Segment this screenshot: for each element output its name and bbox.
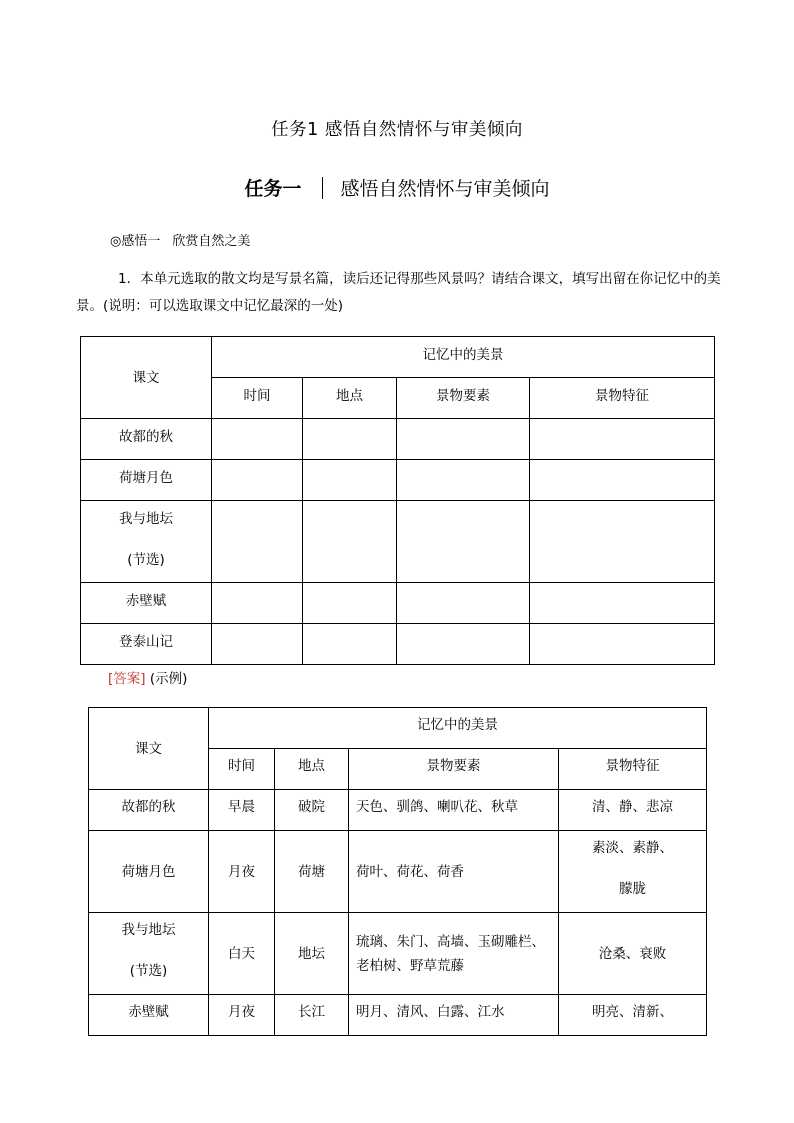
- row-place: 破院: [275, 790, 349, 831]
- section-heading: [110, 230, 250, 249]
- row-elements: [349, 913, 559, 995]
- table-row: [89, 913, 707, 995]
- question-text: 1．本单元选取的散文均是写景名篇，读后还记得那些风景吗？请结合课文，填写出留在你记忆中的美景。(说明：可以选取课文中记忆最深的一处): [76, 271, 721, 314]
- blank-cell: [303, 501, 397, 583]
- section-heading-text: 欣赏自然之美: [172, 234, 251, 249]
- header-lesson: 课文: [89, 708, 209, 790]
- blank-cell: [397, 624, 530, 665]
- row-elements-line: 老柏树、野草荒藤: [356, 957, 464, 974]
- blank-cell: [212, 460, 303, 501]
- row-lesson-line: (节选): [127, 552, 165, 568]
- blank-cell: [530, 460, 715, 501]
- blank-cell: [397, 460, 530, 501]
- table-row: [81, 501, 715, 583]
- header-memory-scenery: 记忆中的美景: [212, 337, 715, 378]
- header-place: 地点: [275, 749, 349, 790]
- blank-worksheet-table: [80, 336, 715, 665]
- blank-cell: [530, 419, 715, 460]
- row-place: 荷塘: [275, 831, 349, 913]
- header-lesson: 课文: [81, 337, 212, 419]
- blank-cell: [303, 583, 397, 624]
- row-features-line: 素淡、素静、: [592, 840, 673, 856]
- row-lesson-line: 我与地坛: [121, 922, 176, 938]
- row-lesson: 赤壁赋: [81, 583, 212, 624]
- answer-label: [108, 667, 187, 687]
- row-time: 月夜: [209, 995, 275, 1036]
- blank-cell: [212, 419, 303, 460]
- answer-tag: [答案]: [108, 671, 146, 687]
- row-place: 长江: [275, 995, 349, 1036]
- row-elements: 天色、驯鸽、喇叭花、秋草: [349, 790, 559, 831]
- row-lesson-line: (节选): [129, 963, 168, 979]
- answer-example-table: [88, 707, 707, 1036]
- table-row: [81, 624, 715, 665]
- header-place: 地点: [303, 378, 397, 419]
- row-time: 月夜: [209, 831, 275, 913]
- blank-cell: [530, 583, 715, 624]
- task-banner-name: 任务一: [244, 178, 302, 200]
- row-lesson: 故都的秋: [89, 790, 209, 831]
- header-elements: 景物要素: [397, 378, 530, 419]
- blank-cell: [530, 624, 715, 665]
- task-banner-text: 感悟自然情怀与审美倾向: [340, 178, 550, 200]
- blank-cell: [303, 624, 397, 665]
- blank-cell: [212, 624, 303, 665]
- row-lesson-line: 我与地坛: [119, 511, 173, 527]
- row-lesson: 登泰山记: [81, 624, 212, 665]
- header-time: 时间: [209, 749, 275, 790]
- row-features-line: 朦胧: [619, 881, 646, 897]
- row-features: [559, 831, 707, 913]
- table-row: [81, 419, 715, 460]
- blank-cell: [530, 501, 715, 583]
- table-row: [89, 831, 707, 913]
- table-row: [89, 790, 707, 831]
- table-row: [89, 995, 707, 1036]
- row-elements: 明月、清风、白露、江水: [349, 995, 559, 1036]
- section-marker: ◎感悟一: [110, 234, 161, 249]
- task-banner-divider: [322, 177, 323, 199]
- table-row: [81, 460, 715, 501]
- answer-note: (示例): [149, 671, 188, 687]
- row-lesson: [89, 913, 209, 995]
- header-memory-scenery: 记忆中的美景: [209, 708, 707, 749]
- header-time: 时间: [212, 378, 303, 419]
- table-row: [81, 583, 715, 624]
- row-features: 沧桑、衰败: [559, 913, 707, 995]
- row-elements-line: 琉璃、朱门、高墙、玉砌雕栏、: [356, 933, 545, 950]
- blank-cell: [212, 501, 303, 583]
- document-title: 任务1 感悟自然情怀与审美倾向: [271, 120, 523, 140]
- blank-cell: [397, 501, 530, 583]
- row-place: 地坛: [275, 913, 349, 995]
- blank-cell: [303, 460, 397, 501]
- row-lesson: 荷塘月色: [81, 460, 212, 501]
- row-time: 白天: [209, 913, 275, 995]
- header-features: 景物特征: [530, 378, 715, 419]
- row-time: 早晨: [209, 790, 275, 831]
- row-lesson: 赤壁赋: [89, 995, 209, 1036]
- row-lesson: [81, 501, 212, 583]
- blank-cell: [212, 583, 303, 624]
- task-banner: [0, 174, 794, 201]
- blank-cell: [303, 419, 397, 460]
- row-features: 清、静、悲凉: [559, 790, 707, 831]
- blank-cell: [397, 583, 530, 624]
- row-lesson: 荷塘月色: [89, 831, 209, 913]
- header-features: 景物特征: [559, 749, 707, 790]
- row-features: 明亮、清新、: [559, 995, 707, 1036]
- blank-cell: [397, 419, 530, 460]
- row-elements: 荷叶、荷花、荷香: [349, 831, 559, 913]
- header-elements: 景物要素: [349, 749, 559, 790]
- row-lesson: 故都的秋: [81, 419, 212, 460]
